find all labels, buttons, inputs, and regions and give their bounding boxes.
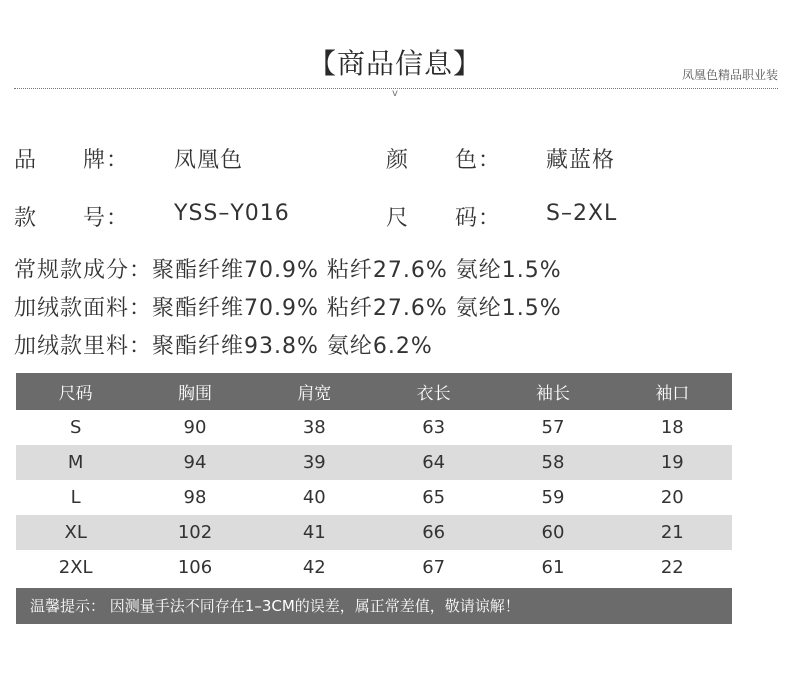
table-cell: 90	[183, 417, 207, 438]
table-cell: 66	[374, 515, 493, 550]
table-cell: 18	[660, 417, 684, 438]
model-label: 款 号：	[14, 206, 130, 231]
table-cell: 38	[302, 417, 326, 438]
brand-value: 凤凰色	[174, 148, 244, 173]
table-cell: 102	[135, 515, 254, 550]
size-label: 尺 码：	[386, 206, 502, 231]
table-row	[16, 480, 732, 515]
table-cell: S	[69, 417, 82, 438]
table-cell: 21	[613, 515, 732, 550]
table-cell: 2XL	[58, 557, 93, 578]
fabric-regular: 常规款成分：聚酯纤维70.9% 粘纤27.6% 氨纶1.5%	[14, 258, 562, 283]
table-cell: 57	[541, 417, 565, 438]
fabric-fleece-lining: 加绒款里料：聚酯纤维93.8% 氨纶6.2%	[14, 334, 433, 359]
table-cell: 19	[613, 445, 732, 480]
table-cell: 63	[422, 417, 446, 438]
color-label: 颜 色：	[386, 148, 502, 173]
section-title: 【商品信息】	[307, 47, 482, 80]
table-cell: 61	[541, 557, 565, 578]
table-cell: 98	[183, 487, 207, 508]
table-row	[16, 515, 732, 550]
table-row	[16, 445, 732, 480]
table-cell: L	[70, 487, 81, 508]
col-header-cuff: 袖口	[613, 373, 732, 410]
table-cell: 42	[302, 557, 326, 578]
brand-tag: 凤凰色精品职业装	[681, 68, 778, 82]
table-cell: 58	[493, 445, 612, 480]
table-cell: 64	[374, 445, 493, 480]
table-row	[16, 410, 732, 445]
color-value: 藏蓝格	[546, 148, 616, 173]
table-cell: 60	[493, 515, 612, 550]
table-cell: 94	[135, 445, 254, 480]
table-cell: 20	[660, 487, 684, 508]
measurement-note: 温馨提示： 因测量手法不同存在1–3CM的误差，属正常差值，敬请谅解！	[16, 588, 732, 624]
table-header-row	[16, 373, 732, 410]
col-header-size: 尺码	[16, 373, 135, 410]
table-cell: 59	[541, 487, 565, 508]
col-header-chest: 胸围	[135, 373, 254, 410]
col-header-sleeve: 袖长	[493, 373, 612, 410]
table-cell: 106	[177, 557, 213, 578]
table-cell: 65	[422, 487, 446, 508]
fabric-fleece-face: 加绒款面料：聚酯纤维70.9% 粘纤27.6% 氨纶1.5%	[14, 296, 562, 321]
col-header-length: 衣长	[374, 373, 493, 410]
size-chart-table	[16, 373, 732, 585]
table-cell: 40	[302, 487, 326, 508]
col-header-shoulder: 肩宽	[255, 373, 374, 410]
table-cell: 41	[255, 515, 374, 550]
table-cell: 39	[255, 445, 374, 480]
table-cell: XL	[16, 515, 135, 550]
table-cell: M	[16, 445, 135, 480]
chevron-down-icon: v	[392, 88, 398, 99]
size-value: S–2XL	[546, 201, 618, 226]
table-cell: 22	[660, 557, 684, 578]
table-cell: 67	[422, 557, 446, 578]
table-row	[16, 550, 732, 585]
brand-label: 品 牌：	[14, 148, 130, 173]
model-value: YSS–Y016	[174, 201, 290, 226]
